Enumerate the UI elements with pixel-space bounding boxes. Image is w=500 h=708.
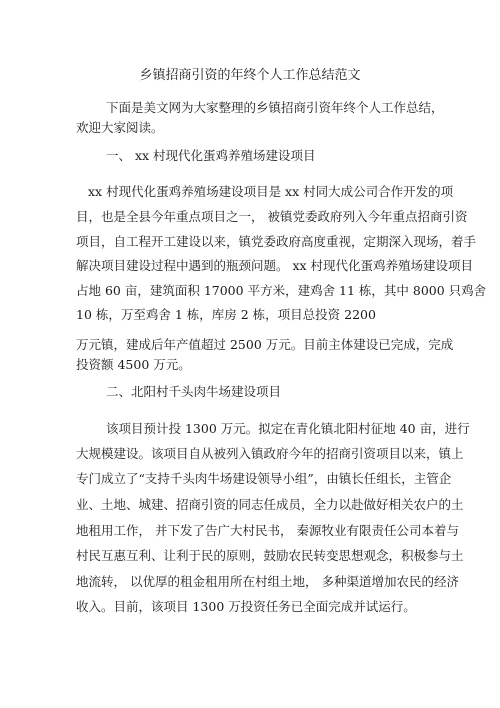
paragraph-line: 地租用工作， 并下发了告广大村民书， 秦源牧业有限责任公司本着与 <box>76 523 459 538</box>
paragraph-line: 收入。目前，该项目 1300 万投资任务已全面完成并试运行。 <box>76 599 416 614</box>
paragraph-line: xx 村现代化蛋鸡养殖场建设项目是 xx 村同大成公司合作开发的项 <box>88 184 454 199</box>
paragraph-line: 大规模建设。该项目自从被列入镇政府今年的招商引资项目以来，镇上 <box>76 446 464 461</box>
paragraph-line: 业、土地、城建、招商引资的同志任成员，全力以赴做好相关农户的土 <box>76 497 464 512</box>
document-title: 乡镇招商引资的年终个人工作总结范文 <box>139 68 361 83</box>
paragraph-line: 地流转， 以优厚的租金租用所在村组土地， 多种渠道增加农民的经济 <box>76 574 459 589</box>
paragraph-line: 专门成立了“支持千头肉牛场建设领导小组”，由镇长任组长，主管企 <box>76 471 452 486</box>
intro-line: 欢迎大家阅读。 <box>76 120 164 135</box>
paragraph-line: 占地 60 亩，建筑面积 17000 平方米，建鸡舍 11 栋，其中 8000 只鸡舍 <box>76 283 487 298</box>
paragraph-line: 该项目预计投 1300 万元。拟定在青化镇北阳村征地 40 亩，进行 <box>106 421 470 436</box>
paragraph-line: 万元镇，建成后年产值超过 2500 万元。目前主体建设已完成，完成 <box>76 337 454 352</box>
paragraph-line: 项目，自工程开工建设以来，镇党委政府高度重视，定期深入现场，着手 <box>76 234 477 249</box>
intro-line: 下面是美文网为大家整理的乡镇招商引资年终个人工作总结， <box>106 100 444 115</box>
paragraph-line: 10 栋，万至鸡舍 1 栋，库房 2 栋，项目总投资 2200 <box>76 307 376 322</box>
section-heading: 一、 xx 村现代化蛋鸡养殖场建设项目 <box>106 148 316 163</box>
paragraph-line: 解决项目建设过程中遇到的瓶颈问题。 xx 村现代化蛋鸡养殖场建设项目 <box>76 258 474 273</box>
paragraph-line: 村民互惠互利、让利于民的原则，鼓励农民转变思想观念，积极参与土 <box>76 548 464 563</box>
section-heading: 二、北阳村千头肉牛场建设项目 <box>106 384 282 399</box>
paragraph-line: 目，也是全县今年重点项目之一， 被镇党委政府列入今年重点招商引资 <box>76 209 468 224</box>
paragraph-line: 投资额 4500 万元。 <box>76 357 191 372</box>
